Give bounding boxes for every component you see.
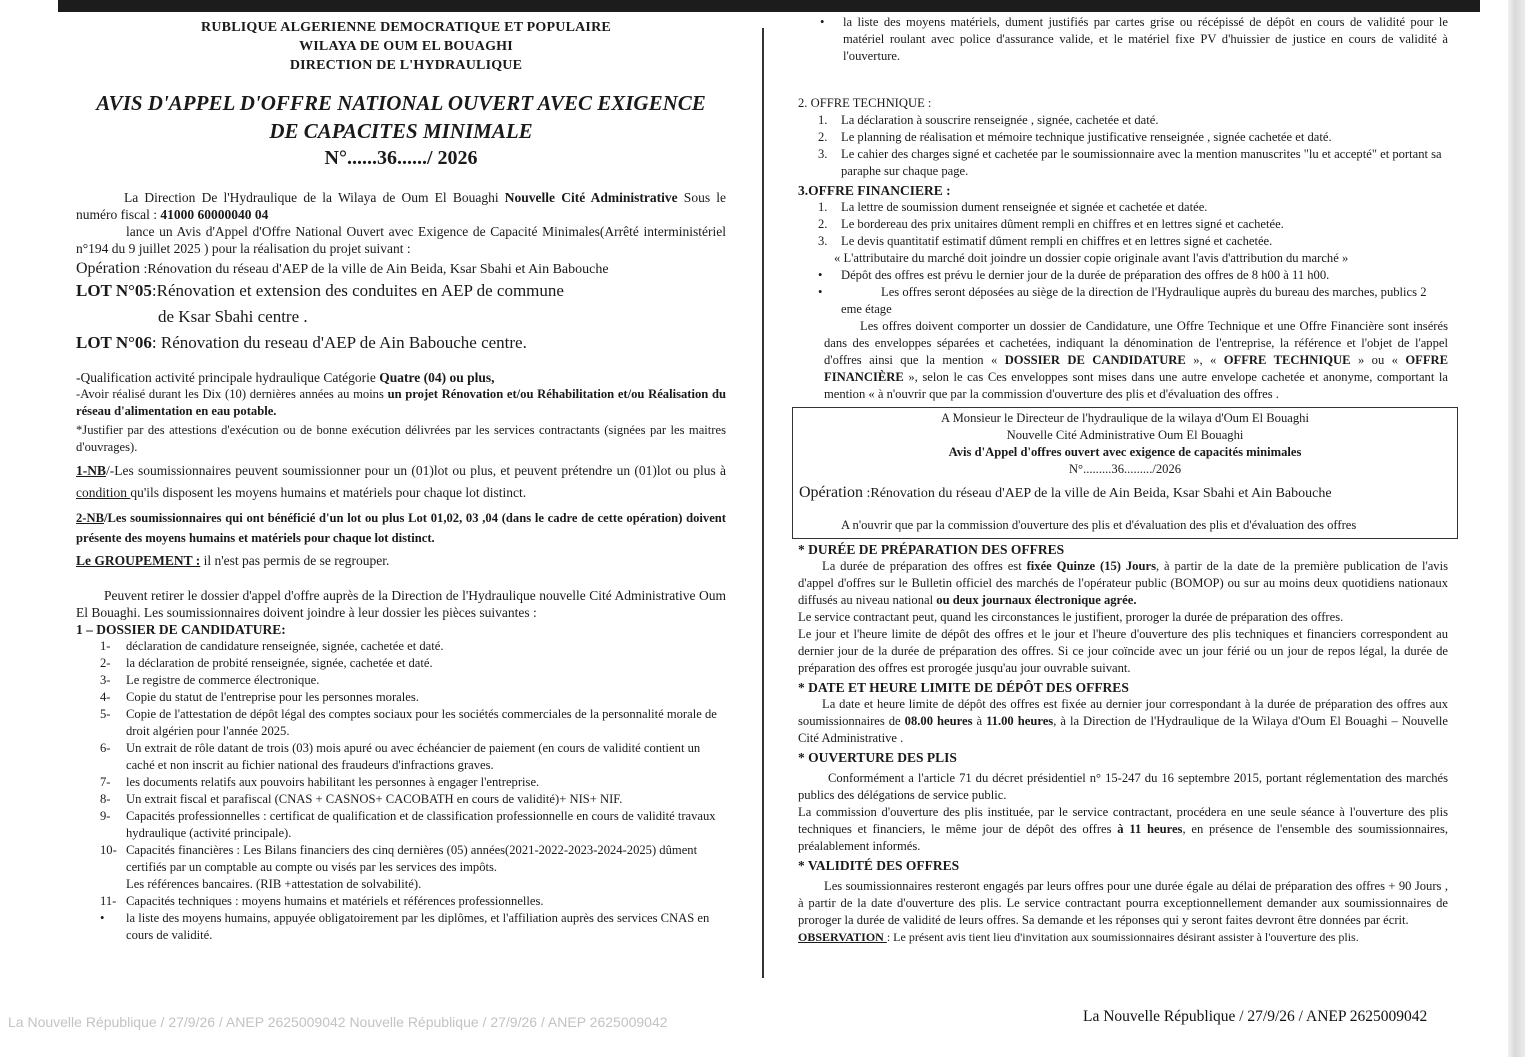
item-text: Capacités financières : Les Bilans financiers des cinq dernières (05) années(2021-2022-2023-2024-2025) dûment certifiés par un comptable au compte ou visés par les services des impôts. [126,843,698,874]
list-item [798,216,1448,233]
bullet-icon: • [100,911,105,925]
dossier-list [76,638,726,876]
item-number: 3. [818,147,828,161]
validite-title: * VALIDITÉ DES OFFRES [798,858,960,873]
left-column [76,18,726,944]
item-number: 3. [818,234,828,248]
offre-financiere-list [798,199,1448,250]
fiscal-number: 41000 60000040 04 [160,207,269,222]
offre-technique-list [798,112,1448,180]
list-item [76,808,726,842]
notice-number: N°......36....../ 2026 [324,147,478,169]
operation-text: :Rénovation du réseau d'AEP de la ville de Ain Beida, Ksar Sbahi et Ain Babouche [139,262,609,277]
item-text: la liste des moyens humains, appuyée obligatoirement par les diplômes, et l'affiliation auprès des services CNAS en cours de validité. [126,911,710,942]
box-mention: A n'ouvrir que par la commission d'ouverture des plis et d'évaluation des plis et d'évaluation des offres [841,518,1357,532]
item-text: Le planning de réalisation et mémoire technique justificative renseignée , signée cachetée et daté. [841,130,1332,144]
qualification-experience [76,386,726,420]
item-text: les documents relatifs aux pouvoirs habilitant les personnes à engager l'entreprise. [126,775,540,789]
item-number: 2. [818,130,828,144]
box-operation-label: Opération [799,484,863,501]
lot-06-label: LOT N°06 [76,333,152,352]
scan-top-border [58,0,1480,12]
list-item [798,14,1448,65]
offre-financiere-title: 3.OFFRE FINANCIERE : [798,183,951,198]
header-republic: RUBLIQUE ALGERIENNE DEMOCRATIQUE ET POPULAIRE [201,20,611,35]
list-item [798,112,1448,129]
item-text: Copie du statut de l'entreprise pour les personnes morales. [126,690,419,704]
experience-requirement: un projet Rénovation et/ou Réhabilitation et/ou Réalisation du réseau d'alimentation en eau potable. [76,387,726,418]
intro-paragraph [76,189,726,223]
list-item [798,129,1448,146]
item-text: Le bordereau des prix unitaires dûment rempli en chiffres et en lettres signé et cachetée. [841,217,1284,231]
bullet-icon: • [818,285,823,299]
notice-title [76,89,726,145]
observation-label: OBSERVATION [798,930,887,944]
date-limite-text: La date et heure limite de dépôt des offres est fixée au dernier jour correspondant à la durée de préparation des offres aux soumissionnaires de [798,697,1448,728]
box-operation [799,482,1451,505]
attribution-note: « L'attributaire du marché doit joindre un dossier copie originale avant l'avis d'attribution du marché » [834,251,1349,265]
publication-credit: La Nouvelle République / 27/9/26 / ANEP 2625009042 [1083,1008,1428,1025]
list-item [76,638,726,655]
observation [798,929,1448,946]
ouverture-title: * OUVERTURE DES PLIS [798,750,957,765]
envelope-address-box [792,407,1458,539]
qualification-category [76,369,726,386]
envelope-sep: », « [1185,353,1224,367]
item-number: 5- [100,707,111,721]
box-address: Nouvelle Cité Administrative Oum El Bouaghi [1006,428,1244,442]
mention-technique: OFFRE TECHNIQUE [1223,353,1351,367]
qualification-justification: *Justifier par des attestions d'exécution ou de bonne exécution délivrées par les services contractants (signées par les maitres d'ouvrages). [76,423,726,454]
list-item [798,267,1448,284]
nb-1-condition: condition [76,485,131,500]
hour-start: 08.00 heures [904,714,973,728]
item-text: déclaration de candidature renseignée, signée, cachetée et daté. [126,639,444,653]
retrait-paragraph: Peuvent retirer le dossier d'appel d'offre auprès de la Direction de l'Hydraulique nouvelle Cité Administrative Oum El Bouaghi. Les soumissionnaires doivent joindre à leur dossier les pièces suivantes : [76,588,726,620]
nb-2-text: /Les soumissionnaires qui ont bénéficié d'un lot ou plus Lot 01,02, 03 ,04 (dans le cadre de cette opération) doivent présente des moyens humains et matériels pour chaque lot distinct. [76,511,726,545]
nb-1-text-2: qu'ils disposent les moyens humains et matériels pour chaque lot distinct. [130,485,527,500]
dossier-title: 1 – DOSSIER DE CANDIDATURE: [76,622,286,637]
bullet-icon: • [818,268,823,282]
item-number: 4- [100,690,111,704]
list-item [76,791,726,808]
list-item [76,655,726,672]
intro-text: La Direction De l'Hydraulique de la Wilaya de Oum El Bouaghi [124,190,505,205]
box-avis: Avis d'Appel d'offres ouvert avec exigence de capacités minimales [948,445,1302,459]
item-text: La lettre de soumission dument renseignée et signée et cachetée et datée. [841,200,1208,214]
depot-bullets [798,267,1448,318]
item-number: 1- [100,639,111,653]
lot-05-text: :Rénovation et extension des conduites en AEP de commune [151,281,564,300]
item-number: 1. [818,200,828,214]
ouverture-text: La commission d'ouverture des plis instituée, par le service contractant, procédera en une seule séance à l'ouverture des plis techniques et financiers, le même jour de dépôt des offres [798,805,1448,836]
observation-text: : Le présent avis tient lieu d'invitation aux soumissionnaires désirant assister à l'ouverture des plis. [886,930,1359,944]
envelope-paragraph [798,318,1448,403]
nb-2-label: 2-NB [76,511,104,525]
lot-05-continuation: de Ksar Sbahi centre . [158,307,308,326]
right-column [798,14,1448,946]
envelope-text: Les offres doivent comporter un dossier de Candidature, une Offre Technique et une Offre Financière sont insérés dans des enveloppes séparées et cachetées, indiquant la dénomination de l'entreprise, la référence et l'objet de l'appel d'offres ainsi que la mention « [824,319,1448,367]
intro-cite: Nouvelle Cité Administrative [504,190,678,205]
duree-paragraph [798,558,1448,609]
item-text: Capacités techniques : moyens humains et matériels et références professionnelles. [126,894,544,908]
box-recipient: A Monsieur le Directeur de l'hydraulique de la wilaya d'Oum El Bouaghi [941,411,1309,425]
ouverture-hour: à 11 heures [1117,822,1183,836]
item-number: 7- [100,775,111,789]
item-text: Le registre de commerce électronique. [126,673,320,687]
technical-capacity-bullets [76,910,726,944]
experience-text: -Avoir réalisé durant les Dix (10) dernières années au moins [76,387,388,401]
item-number: 10- [100,843,117,857]
qualification-category-value: Quatre (04) ou plus, [379,370,495,385]
envelope-sep: » ou « [1350,353,1406,367]
duree-jour-ferie: Le jour et l'heure limite de dépôt des offres et le jour et l'heure d'ouverture des plis techniques et financiers correspondent au dernier jour de la durée de préparation des offres. Si ce jour coïncide avec un jour férié ou un jour de repos légal, la durée de préparation des offres est prorogée jusqu'au jour ouvrable suivant. [798,627,1448,675]
item-text: la liste des moyens matériels, dument justifiés par cartes grise ou récépissé de dépôt en cours de validité pour le matériel roulant avec police d'assurance valide, et le matériel fixe PV d'huissier de justice en cours de validité à l'ouverture. [843,15,1448,63]
date-limite-sep: à [972,714,987,728]
lot-06-text: : Rénovation du reseau d'AEP de Ain Babouche centre. [151,333,527,352]
list-item [76,706,726,740]
offre-technique-title: 2. OFFRE TECHNIQUE : [798,96,932,110]
item-text: Un extrait fiscal et parafiscal (CNAS + CASNOS+ CACOBATH en cours de validité)+ NIS+ NIF. [126,792,623,806]
duree-text: La durée de préparation des offres est [822,559,1027,573]
nb-1 [76,460,726,504]
list-item [76,893,726,910]
title-line-2: DE CAPACITES MINIMALE [269,119,533,143]
nb-1-label: 1-NB [76,463,106,478]
list-item [76,689,726,706]
intro-launch: lance un Avis d'Appel d'Offre National Ouvert avec Exigence de Capacité Minimales(Arrêté interministériel n°194 du 9 juillet 2025 ) pour la réalisation du projet suivant : [76,224,726,256]
list-item [76,774,726,791]
groupement [76,552,726,569]
item-number: 11- [100,894,117,908]
dossier-item-11 [76,893,726,910]
item-number: 6- [100,741,111,755]
item-text: Dépôt des offres est prévu le dernier jour de la durée de préparation des offres de 8 h00 à 11 h00. [841,268,1330,282]
item-text: Les offres seront déposées au siège de la direction de l'Hydraulique auprès du bureau des marches, publics 2 eme étage [841,285,1427,316]
lot-06 [76,331,726,355]
bank-references: Les références bancaires. (RIB +attestation de solvabilité). [126,877,422,891]
list-item [76,842,726,876]
validite-paragraph: Les soumissionnaires resteront engagés par leurs offres pour une durée égale au délai de préparation des offres + 90 Jours , à partir de la date d'ouverture des plis. Le service contractant pourra exceptionnellement demander aux soumissionnaires de proroger la durée de validité de leurs offres. Sa demande et les réponses qui y seront faites devront être données par écrit. [798,879,1448,927]
list-item [798,199,1448,216]
ouverture-text-2: , en présence de l'ensemble des soumissionnaires, préalablement informés. [798,822,1448,853]
duree-text-2: , à partir de la date de la première publication de l'avis d'appel d'offres sur le Bulletin officiel des marchés de l'opérateur public (BOMOP) ou sur au moins deux quotidiens nationaux diffusés au niveau national [798,559,1449,607]
ouverture-decret: Conformément a l'article 71 du décret présidentiel n° 15-247 du 16 septembre 2015, portant réglementation des marchés publics des délégations de service public. [798,771,1448,802]
box-number: N°.........36........./2026 [1068,462,1182,476]
intro-fiscal-label: Sous le numéro fiscal : [76,190,726,222]
nb-2 [76,508,726,548]
envelope-text-2: », selon le cas Ces enveloppes sont mises dans une autre envelope cachetée et anonyme, comportant la mention « à n'ouvrir que par la commission d'ouverture des plis et d'évaluation des offres . [824,370,1448,401]
date-limite-paragraph [798,696,1448,747]
material-bullet [798,14,1448,65]
item-number: 8- [100,792,111,806]
list-item [798,284,1448,318]
groupement-label: Le GROUPEMENT : [76,553,201,568]
header-direction: DIRECTION DE L'HYDRAULIQUE [289,58,523,73]
groupement-text: il n'est pas permis de se regrouper. [200,553,390,568]
qualification-text: -Qualification activité principale hydraulique Catégorie [76,370,380,385]
operation-line [76,259,726,279]
item-number: 9- [100,809,111,823]
item-text: Le cahier des charges signé et cachetée par le soumissionnaire avec la mention manuscrites "lu et accepté" et portant sa paraphe sur chaque page. [841,147,1442,178]
lot-05 [76,279,726,303]
item-number: 3- [100,673,111,687]
date-limite-text-2: , à la Direction de l'Hydraulique de la Wilaya d'Oum El Bouaghi – Nouvelle Cité Administrative . [798,714,1448,745]
footer-bleed-text: La Nouvelle République / 27/9/26 / ANEP 2625009042 Nouvelle République / 27/9/26 / ANEP 2625009042 [8,1014,668,1030]
list-item [76,910,726,944]
scan-right-edge [1508,0,1525,1057]
item-text: Capacités professionnelles : certificat de qualification et de classification professionnelle en cours de validité travaux hydraulique (activité principale). [126,809,716,840]
lot-05-label: LOT N°05 [76,281,152,300]
list-item [798,146,1448,180]
item-number: 2- [100,656,111,670]
item-text: Le devis quantitatif estimatif dûment rempli en chiffres et en lettres signé et cachetée. [841,234,1273,248]
document-header [76,18,726,75]
operation-label: Opération [76,260,140,277]
column-divider [762,28,764,978]
mention-financiere: OFFRE FINANCIÈRE [824,353,1449,384]
duree-prorogation: Le service contractant peut, quand les circonstances le justifient, proroger la durée de préparation des offres. [798,610,1344,624]
box-operation-text: :Rénovation du réseau d'AEP de la ville de Ain Beida, Ksar Sbahi et Ain Babouche [862,486,1332,501]
duree-value: fixée Quinze (15) Jours [1026,559,1156,573]
title-line-1: AVIS D'APPEL D'OFFRE NATIONAL OUVERT AVEC EXIGENCE [96,91,706,115]
item-text: la déclaration de probité renseignée, signée, cachetée et daté. [126,656,433,670]
item-text: Un extrait de rôle datant de trois (03) mois apuré ou avec échéancier de paiement (en cours de validité contient un caché et non inscrit au fichier national des fraudeurs d'infractions graves. [126,741,701,772]
hour-end: 11.00 heures [986,714,1054,728]
duree-journaux: ou deux journaux électronique agrée. [936,593,1137,607]
list-item [76,672,726,689]
header-wilaya: WILAYA DE OUM EL BOUAGHI [299,39,513,54]
list-item [798,233,1448,250]
ouverture-commission [798,804,1448,855]
mention-dossier: DOSSIER DE CANDIDATURE [1004,353,1186,367]
date-limite-title: * DATE ET HEURE LIMITE DE DÉPÔT DES OFFRES [798,680,1129,695]
duree-title: * DURÉE DE PRÉPARATION DES OFFRES [798,542,1065,557]
item-text: Copie de l'attestation de dépôt légal des comptes sociaux pour les sociétés commerciales de la personnalité morale de droit algérien pour l'année 2025. [126,707,717,738]
item-number: 1. [818,113,828,127]
item-text: La déclaration à souscrire renseignée , signée, cachetée et daté. [841,113,1159,127]
item-number: 2. [818,217,828,231]
nb-1-text: /-Les soumissionnaires peuvent soumissionner pour un (01)lot ou plus, et peuvent prétendre un (01)lot ou plus à [106,463,726,478]
list-item [76,740,726,774]
bullet-icon: • [820,15,825,29]
